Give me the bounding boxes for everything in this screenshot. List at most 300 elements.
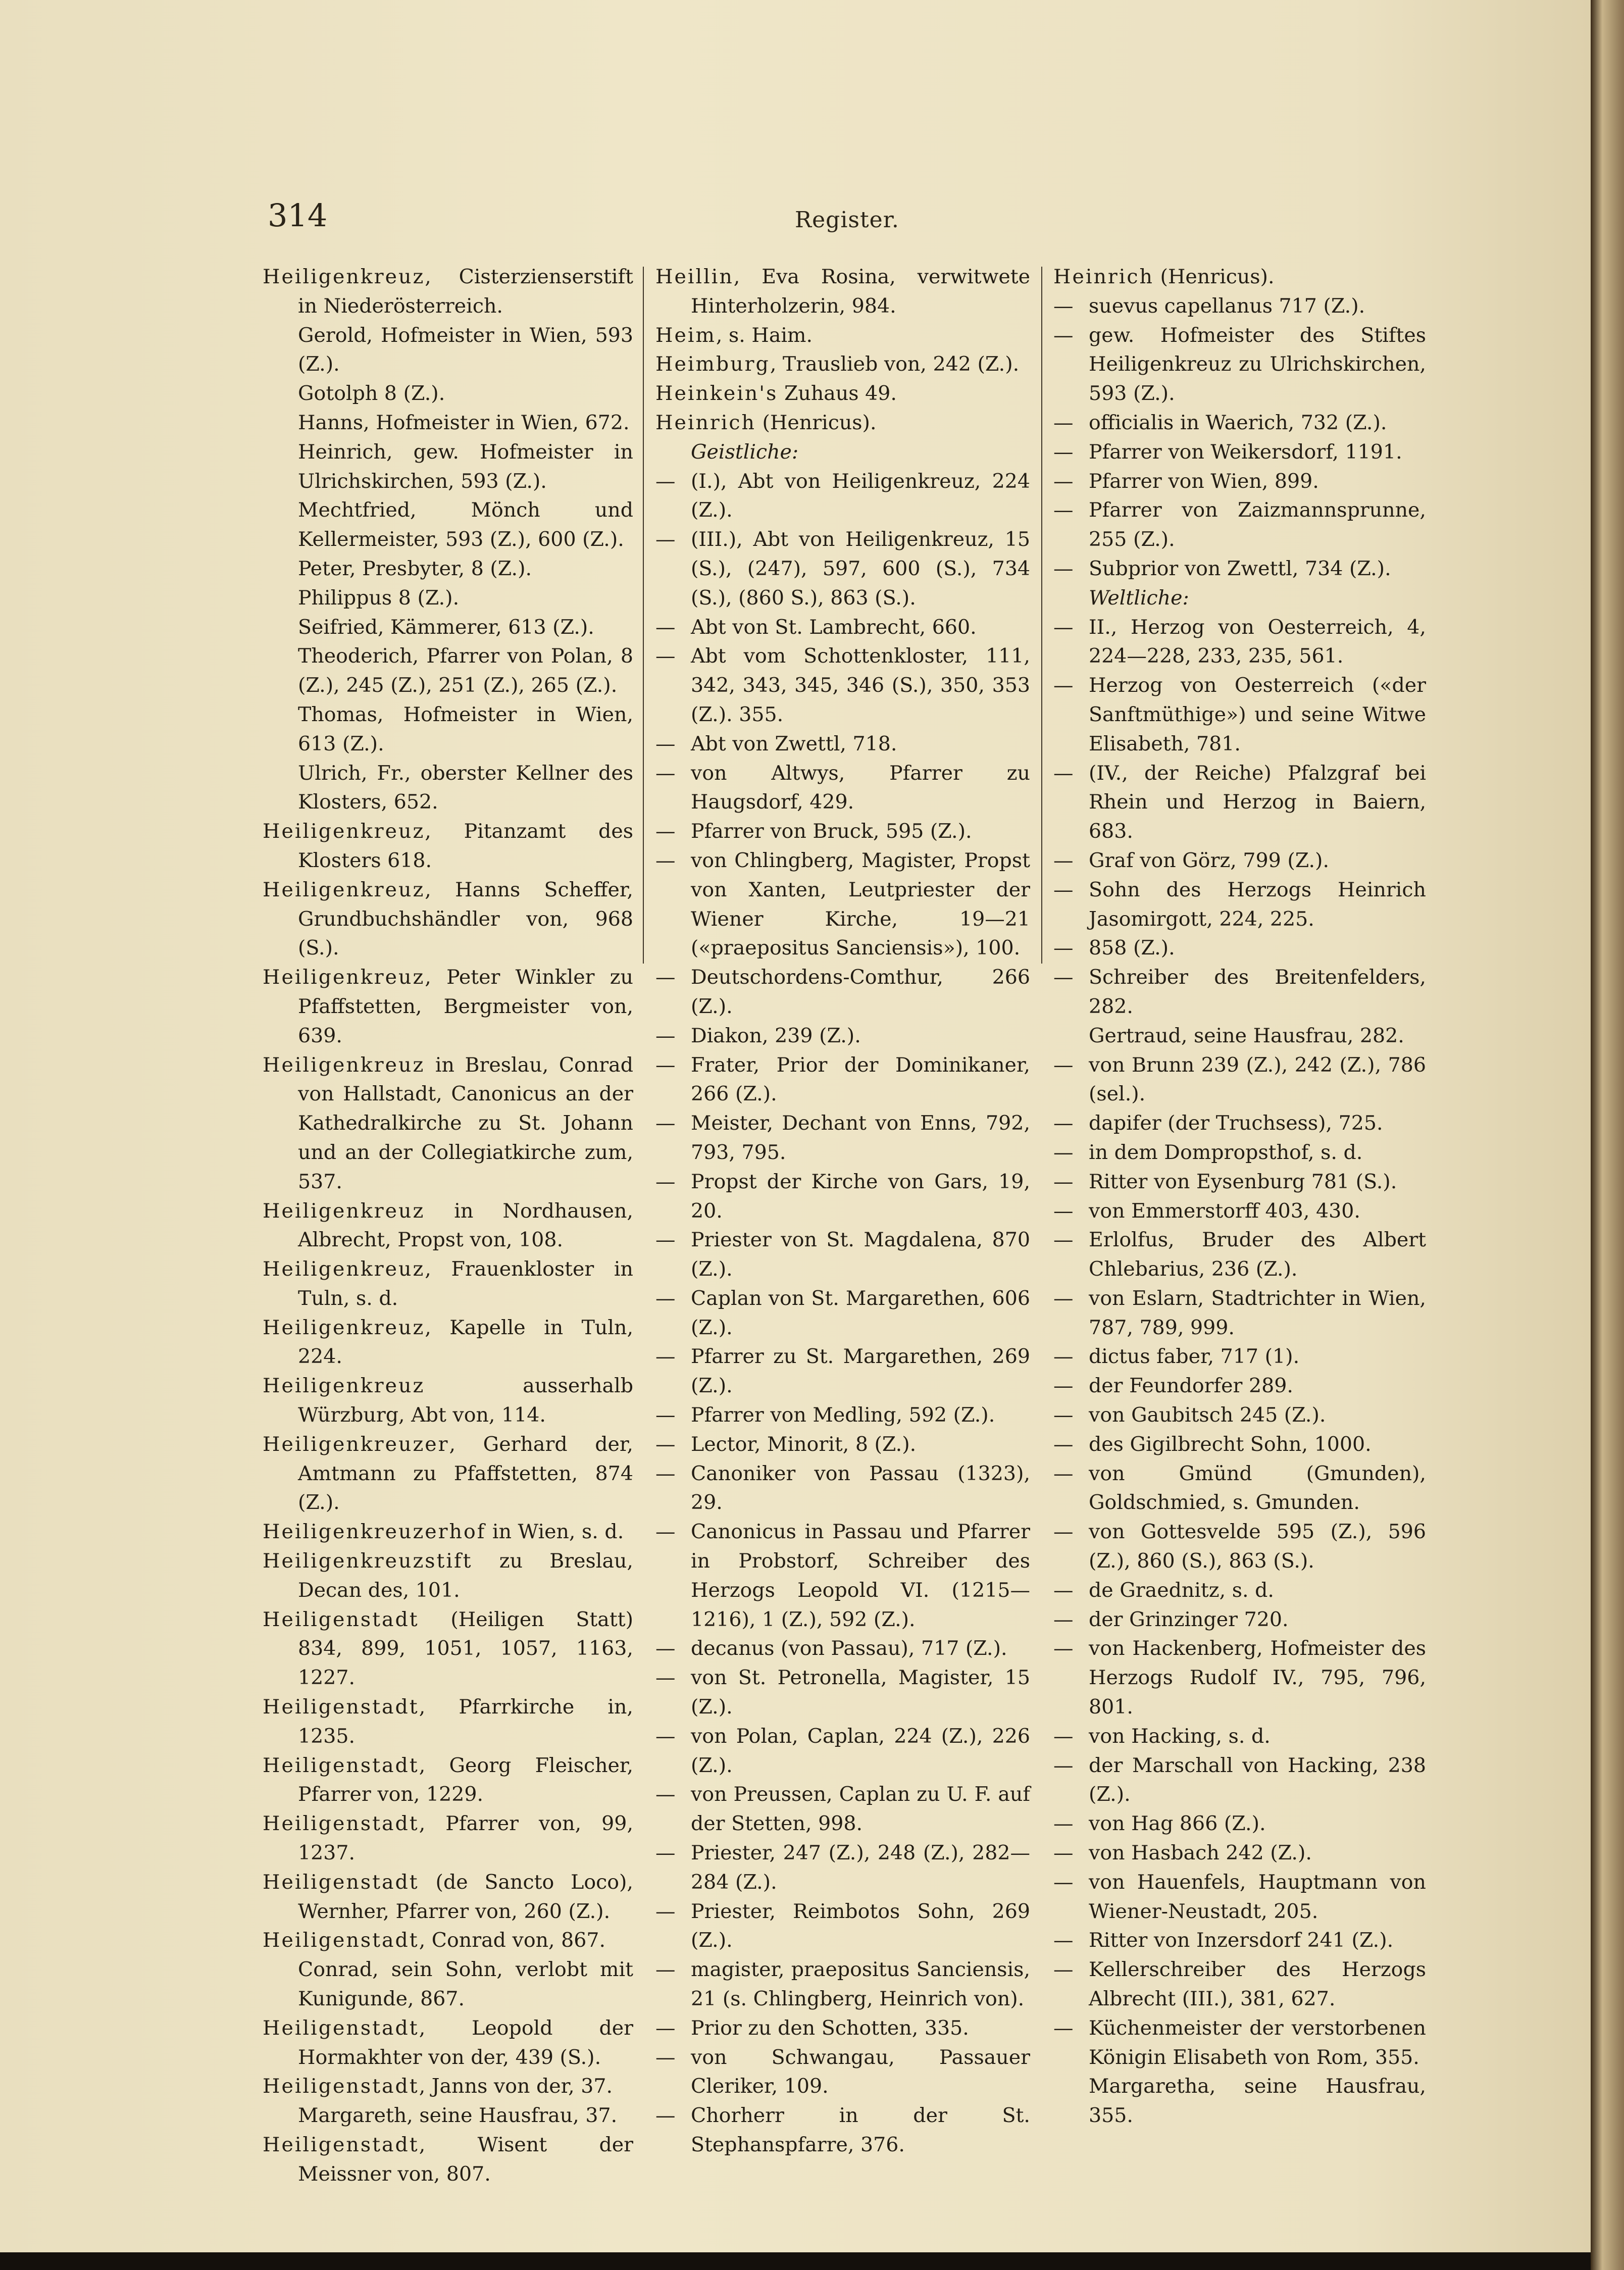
entry-text: (I.), Abt von Heiligenkreuz, 224 (Z.). [691,469,1030,522]
entry-text: der Grinzinger 720. [1089,1607,1289,1631]
entry-dash: — [1053,1607,1074,1631]
entry-text: Priester, 247 (Z.), 248 (Z.), 282—284 (Z.). [691,1841,1030,1894]
register-entry [263,2131,633,2189]
register-entry [655,1401,1030,1430]
register-entry [655,1022,1030,1051]
register-entry [655,1897,1030,1956]
entry-text: zu Breslau, Decan des, 101. [298,1549,633,1602]
entry-dash: — [1053,674,1074,697]
entry-dash: — [655,1286,676,1310]
register-entry [655,2014,1030,2043]
entry-dash: — [1053,848,1074,872]
entry-text: von Polan, Caplan, 224 (Z.), 226 (Z.). [691,1724,1030,1777]
entry-dash: — [1053,1228,1074,1252]
register-entry [1053,963,1426,1022]
entry-dash: — [1053,1053,1074,1077]
entry-text: Abt vom Schottenkloster, 111, 342, 343, 345, 346 (S.), 350, 353 (Z.). 355. [691,644,1030,726]
entry-headword: Heiligenstadt [263,1929,419,1952]
entry-headword: Heiligenstadt [263,1695,419,1719]
entry-text: von Brunn 239 (Z.), 242 (Z.), 786 (sel.). [1089,1053,1426,1106]
entry-dash: — [1053,878,1074,901]
register-entry [655,1430,1030,1459]
register-entry [655,1168,1030,1226]
entry-headword: Heillin [655,265,734,288]
entry-text: magister, praepositus Sanciensis, 21 (s. Chlingberg, Heinrich von). [691,1958,1030,2011]
register-entry [655,525,1030,613]
register-entry [1053,1401,1426,1430]
entry-text: Erlolfus, Bruder des Albert Chlebarius, 236 (Z.). [1089,1228,1426,1281]
entry-text: Küchenmeister der verstorbenen Königin Elisabeth von Rom, 355. [1089,2016,1426,2069]
entry-dash: — [1053,294,1074,318]
register-entry [655,1839,1030,1897]
register-entry [263,1809,633,1868]
entry-dash: — [1053,1170,1074,1193]
entry-text: Priester, Reimbotos Sohn, 269 (Z.). [691,1899,1030,1952]
register-entry [655,730,1030,759]
entry-text: , Conrad von, 867. [419,1929,606,1952]
entry-dash: — [1053,469,1074,493]
entry-dash: — [655,469,676,493]
register-subentry: Gotolph 8 (Z.). [298,382,445,406]
entry-text: in Wien, s. d. [486,1520,624,1544]
entry-dash: — [1053,1140,1074,1164]
entry-dash: — [1053,440,1074,464]
register-entry [655,817,1030,846]
entry-dash: — [1053,1461,1074,1485]
entry-text: Caplan von St. Margarethen, 606 (Z.). [691,1286,1030,1339]
register-entry [1053,409,1426,438]
register-entry [655,1518,1030,1634]
entry-dash: — [655,615,676,639]
entry-headword: Heinkein's [655,382,778,406]
entry-text: von Emmerstorff 403, 430. [1089,1199,1360,1223]
register-entry [1053,1576,1426,1605]
entry-dash: — [1053,1520,1074,1544]
entry-text: suevus capellanus 717 (Z.). [1089,294,1365,318]
register-entry [1053,554,1426,584]
entry-text: von Gmünd (Gmunden), Goldschmied, s. Gmunden. [1089,1461,1426,1515]
entry-text: dapifer (der Truchsess), 725. [1089,1112,1383,1135]
entry-text: , Eva Rosina, verwitwete Hinterholzerin, 984. [691,265,1030,318]
entry-dash: — [655,1461,676,1485]
entry-dash: — [655,1899,676,1923]
register-subentry: Conrad, sein Sohn, verlobt mit Kunigunde, 867. [298,1958,633,2011]
register-subentry: Thomas, Hofmeister in Wien, 613 (Z.). [298,702,633,755]
register-entry [1053,759,1426,846]
register-entry [1053,613,1426,672]
register-entry [1053,1051,1426,1109]
register-entry [1053,1839,1426,1868]
entry-dash: — [1053,557,1074,580]
entry-text: Diakon, 239 (Z.). [691,1024,861,1047]
entry-dash: — [655,1783,676,1806]
entry-dash: — [1053,1812,1074,1836]
register-entry [1053,467,1426,496]
register-entry [263,1372,633,1430]
entry-dash: — [1053,615,1074,639]
register-subentry: Ulrich, Fr., oberster Kellner des Klosters, 652. [298,761,633,814]
entry-text: Lector, Minorit, 8 (Z.). [691,1432,917,1456]
entry-dash: — [655,1024,676,1047]
entry-text: (IV., der Reiche) Pfalzgraf bei Rhein und Herzog in Baiern, 683. [1089,761,1426,843]
register-entry [655,846,1030,963]
entry-dash: — [1053,1432,1074,1456]
entry-text: decanus (von Passau), 717 (Z.). [691,1637,1007,1660]
entry-text: (Henricus). [755,411,877,434]
entry-dash: — [1053,761,1074,785]
entry-text: der Marschall von Hacking, 238 (Z.). [1089,1753,1426,1806]
register-entry [1053,496,1426,554]
entry-headword: Heimburg [655,352,770,376]
entry-dash: — [655,2045,676,2069]
register-entry [655,2043,1030,2102]
register-entry [1053,1197,1426,1226]
register-entry [263,1197,633,1255]
entry-headword: Heiligenkreuz [263,1257,425,1281]
entry-dash: — [1053,1724,1074,1748]
register-entry [1053,263,1426,292]
register-entry [263,1051,633,1197]
entry-headword: Heiligenkreuz [263,1199,425,1223]
register-entry [263,1926,633,1955]
entry-dash: — [1053,1286,1074,1310]
register-entry [1053,1955,1426,2014]
register-entry [263,1255,633,1314]
entry-text: Priester von St. Magdalena, 870 (Z.). [691,1228,1030,1281]
entry-text: Pfarrer von Zaizmannsprunne, 255 (Z.). [1089,498,1426,551]
register-entry [655,350,1030,379]
entry-dash: — [655,1228,676,1252]
register-entry [1053,2014,1426,2073]
entry-dash: — [1053,966,1074,989]
scan-border [0,2252,1591,2270]
entry-text: , Kapelle in Tuln, 224. [298,1316,633,1369]
entry-headword: Heim [655,323,716,347]
entry-text: von Altwys, Pfarrer zu Haugsdorf, 429. [691,761,1030,814]
entry-headword: Heiligenstadt [263,2133,419,2156]
entry-headword: Heiligenstadt [263,1753,419,1777]
register-entry [655,1459,1030,1518]
entry-dash: — [655,2104,676,2128]
entry-text: , Leopold der Hormakhter von der, 439 (S.). [298,2016,633,2069]
register-entry [655,1051,1030,1109]
entry-text: Abt von St. Lambrecht, 660. [691,615,977,639]
entry-dash: — [1053,1958,1074,1982]
register-entry [1053,1138,1426,1168]
entry-text: (III.), Abt von Heiligenkreuz, 15 (S.), (247), 597, 600 (S.), 734 (S.), (860 S.), 863 (S.). [691,528,1030,610]
entry-headword: Heiligenkreuzer [263,1432,449,1456]
entry-text: Subprior von Zwettl, 734 (Z.). [1089,557,1391,580]
entry-text: de Graednitz, s. d. [1089,1578,1274,1602]
entry-text: Deutschordens-Comthur, 266 (Z.). [691,966,1030,1018]
entry-headword: Heiligenkreuzstift [263,1549,473,1573]
register-entry [655,1342,1030,1401]
register-entry [1053,1868,1426,1927]
register-subentry: Theoderich, Pfarrer von Polan, 8 (Z.), 245 (Z.), 251 (Z.), 265 (Z.). [298,644,633,697]
entry-dash: — [655,1053,676,1077]
entry-dash: — [1053,1841,1074,1865]
register-entry [1053,876,1426,934]
register-entry [263,1430,633,1518]
register-column-1 [263,263,633,2189]
entry-text: Chorherr in der St. Stephanspfarre, 376. [691,2104,1030,2156]
register-entry [655,759,1030,818]
register-entry [655,963,1030,1022]
entry-dash: — [655,1170,676,1193]
register-subentry: Margaretha, seine Hausfrau, 355. [1089,2075,1426,2128]
entry-text: der Feundorfer 289. [1089,1374,1293,1398]
entry-text: , Pfarrkirche in, 1235. [298,1695,633,1748]
column-rule [643,267,644,964]
register-subentry: Gertraud, seine Hausfrau, 282. [1089,1024,1404,1047]
entry-dash: — [1053,498,1074,522]
entry-dash: — [655,761,676,785]
entry-text: von Schwangau, Passauer Cleriker, 109. [691,2045,1030,2098]
register-entry [263,963,633,1050]
entry-dash: — [655,1403,676,1427]
entry-text: Ritter von Inzersdorf 241 (Z.). [1089,1929,1394,1952]
entry-text: , Hanns Scheffer, Grundbuchshändler von, 968 (S.). [298,878,633,960]
entry-text: Meister, Dechant von Enns, 792, 793, 795. [691,1112,1030,1164]
entry-dash: — [655,1637,676,1660]
entry-text: von St. Petronella, Magister, 15 (Z.). [691,1666,1030,1719]
entry-text: Frater, Prior der Dominikaner, 266 (Z.). [691,1053,1030,1106]
register-entry [655,409,1030,438]
entry-text: (de Sancto Loco), Wernher, Pfarrer von, 260 (Z.). [298,1870,633,1923]
entry-dash: — [655,1432,676,1456]
entry-text: in Nordhausen, Albrecht, Propst von, 108. [298,1199,633,1252]
entry-dash: — [655,848,676,872]
entry-text: Abt von Zwettl, 718. [691,732,897,755]
entry-text: von Chlingberg, Magister, Propst von Xanten, Leutpriester der Wiener Kirche, 19—21 («praepositus Sanciensis»), 100. [691,848,1030,960]
entry-dash: — [1053,2016,1074,2040]
entry-text: Pfarrer von Weikersdorf, 1191. [1089,440,1402,464]
running-head: Register. [795,207,899,233]
entry-dash: — [1053,1199,1074,1223]
entry-text: , Georg Fleischer, Pfarrer von, 1229. [298,1753,633,1806]
register-subentry: Mechtfried, Mönch und Kellermeister, 593 (Z.), 600 (Z.). [298,498,633,551]
register-entry [1053,1284,1426,1343]
register-entry [1053,1459,1426,1518]
entry-text: in dem Dompropsthof, s. d. [1089,1140,1363,1164]
register-entry [1053,1518,1426,1576]
register-entry [1053,1751,1426,1810]
entry-text: Canonicus in Passau und Pfarrer in Probstorf, Schreiber des Herzogs Leopold VI. (1215—1216), 1 (Z.), 592 (Z.). [691,1520,1030,1631]
entry-dash: — [1053,1374,1074,1398]
entry-text: Herzog von Oesterreich («der Sanftmüthige») und seine Witwe Elisabeth, 781. [1089,674,1426,755]
register-entry [1053,1605,1426,1635]
entry-headword: Heiligenkreuz [263,878,425,901]
register-entry [1053,1168,1426,1197]
register-entry [655,1722,1030,1781]
entry-dash: — [1053,1753,1074,1777]
entry-headword: Heiligenstadt [263,1812,419,1836]
register-entry [655,1284,1030,1343]
entry-text: 858 (Z.). [1089,936,1175,960]
section-subheading: Weltliche: [1089,586,1189,610]
register-entry [263,2014,633,2073]
register-entry [1053,1109,1426,1138]
entry-text: , Pfarrer von, 99, 1237. [298,1812,633,1865]
register-subentry: Gerold, Hofmeister in Wien, 593 (Z.). [298,323,633,376]
entry-headword: Heinrich [655,411,756,434]
entry-headword: Heiligenkreuz [263,1316,425,1339]
register-entry [655,1663,1030,1722]
entry-text: , Peter Winkler zu Pfaffstetten, Bergmeister von, 639. [298,966,633,1047]
entry-text: Sohn des Herzogs Heinrich Jasomirgott, 224, 225. [1089,878,1426,931]
entry-dash: — [1053,1112,1074,1135]
entry-text: , Gerhard der, Amtmann zu Pfaffstetten, 874 (Z.). [298,1432,633,1515]
register-entry [655,1109,1030,1168]
register-subentry: Peter, Presbyter, 8 (Z.). [298,557,532,580]
register-entry [655,2101,1030,2160]
entry-dash: — [655,732,676,755]
entry-text: von Eslarn, Stadtrichter in Wien, 787, 789, 999. [1089,1286,1426,1339]
entry-dash: — [655,528,676,551]
register-entry [1053,846,1426,876]
entry-text: , Pitanzamt des Klosters 618. [298,820,633,872]
register-entry [263,817,633,876]
register-entry [263,2072,633,2101]
register-entry [655,467,1030,526]
entry-headword: Heiligenstadt [263,1607,419,1631]
register-entry [263,263,633,321]
register-subentry: Margareth, seine Hausfrau, 37. [298,2104,618,2128]
register-subentry: Hanns, Hofmeister in Wien, 672. [298,411,630,434]
entry-text: officialis in Waerich, 732 (Z.). [1089,411,1387,434]
entry-text: Kellerschreiber des Herzogs Albrecht (III.), 381, 627. [1089,1958,1426,2011]
register-entry [1053,1226,1426,1284]
entry-dash: — [655,1112,676,1135]
register-entry [655,321,1030,350]
entry-text: Pfarrer zu St. Margarethen, 269 (Z.). [691,1345,1030,1398]
register-entry [655,1226,1030,1284]
register-entry [655,379,1030,409]
entry-headword: Heiligenkreuz [263,966,425,989]
entry-text: von Gaubitsch 245 (Z.). [1089,1403,1326,1427]
register-entry [1053,1342,1426,1372]
entry-text: Propst der Kirche von Gars, 19, 20. [691,1170,1030,1223]
entry-text: , Wisent der Meissner von, 807. [298,2133,633,2186]
entry-dash: — [655,1345,676,1369]
register-column-3 [1053,263,1426,2131]
page-edge [1591,0,1624,2270]
entry-text: von Hackenberg, Hofmeister des Herzogs Rudolf IV., 795, 796, 801. [1089,1637,1426,1719]
entry-dash: — [655,2016,676,2040]
register-column-2 [655,263,1030,2160]
entry-dash: — [1053,1578,1074,1602]
register-subentry: Philippus 8 (Z.). [298,586,460,610]
entry-text: (Heiligen Statt) 834, 899, 1051, 1057, 1163, 1227. [298,1607,633,1690]
register-entry [1053,1430,1426,1459]
entry-dash: — [1053,1870,1074,1894]
entry-dash: — [655,1724,676,1748]
register-entry [263,876,633,963]
entry-headword: Heiligenstadt [263,2075,419,2098]
section-subheading: Geistliche: [691,440,799,464]
entry-headword: Heiligenkreuz [263,1374,425,1398]
register-entry [655,642,1030,729]
entry-text: von Hag 866 (Z.). [1089,1812,1266,1836]
register-subentry: Seifried, Kämmerer, 613 (Z.). [298,615,594,639]
entry-dash: — [1053,1403,1074,1427]
entry-text: Zuhaus 49. [778,382,897,406]
entry-text: von Hacking, s. d. [1089,1724,1271,1748]
register-entry [655,613,1030,642]
entry-text: Ritter von Eysenburg 781 (S.). [1089,1170,1397,1193]
entry-dash: — [1053,323,1074,347]
entry-text: Pfarrer von Wien, 899. [1089,469,1319,493]
entry-text: (Henricus). [1153,265,1275,288]
entry-headword: Heiligenkreuz [263,820,425,843]
entry-text: , Janns von der, 37. [419,2075,613,2098]
entry-dash: — [655,1841,676,1865]
entry-text: ausserhalb Würzburg, Abt von, 114. [298,1374,633,1427]
entry-headword: Heiligenkreuz [263,265,425,288]
register-entry [1053,292,1426,321]
entry-dash: — [655,644,676,668]
register-entry [1053,1809,1426,1839]
register-entry [263,1547,633,1605]
entry-text: des Gigilbrecht Sohn, 1000. [1089,1432,1372,1456]
entry-dash: — [1053,1345,1074,1369]
entry-text: Prior zu den Schotten, 335. [691,2016,969,2040]
entry-headword: Heiligenkreuz [263,1053,425,1077]
entry-dash: — [655,966,676,989]
entry-text: Canoniker von Passau (1323), 29. [691,1461,1030,1515]
entry-text: , s. Haim. [716,323,813,347]
register-entry [1053,1722,1426,1751]
entry-text: II., Herzog von Oesterreich, 4, 224—228, 233, 235, 561. [1089,615,1426,668]
entry-text: in Breslau, Conrad von Hallstadt, Canonicus an der Kathedralkirche zu St. Johann und an der Collegiatkirche zum, 537. [298,1053,633,1193]
register-entry [263,1693,633,1751]
register-entry [1053,321,1426,409]
register-entry [263,1751,633,1810]
entry-text: , Cisterzienserstift in Niederösterreich. [298,265,633,318]
register-entry [263,1605,633,1693]
register-entry [655,1780,1030,1839]
entry-dash: — [655,1958,676,1982]
register-entry [1053,934,1426,963]
entry-dash: — [1053,936,1074,960]
register-entry [1053,1926,1426,1955]
entry-headword: Heinrich [1053,265,1154,288]
entry-text: Graf von Görz, 799 (Z.). [1089,848,1330,872]
column-rule [1041,267,1042,964]
entry-text: von Preussen, Caplan zu U. F. auf der Stetten, 998. [691,1783,1030,1836]
entry-text: , Trauslieb von, 242 (Z.). [770,352,1020,376]
entry-text: Pfarrer von Bruck, 595 (Z.). [691,820,972,843]
entry-headword: Heiligenkreuzerhof [263,1520,486,1544]
register-entry [1053,438,1426,467]
register-entry [655,1955,1030,2014]
entry-text: , Frauenkloster in Tuln, s. d. [298,1257,633,1310]
register-entry [263,1314,633,1372]
entry-text: von Hauenfels, Hauptmann von Wiener-Neustadt, 205. [1089,1870,1426,1923]
register-entry [655,263,1030,321]
entry-dash: — [655,820,676,843]
entry-headword: Heiligenstadt [263,1870,419,1894]
entry-text: gew. Hofmeister des Stiftes Heiligenkreuz zu Ulrichskirchen, 593 (Z.). [1089,323,1426,406]
entry-text: Pfarrer von Medling, 592 (Z.). [691,1403,995,1427]
register-subentry: Heinrich, gew. Hofmeister in Ulrichskirchen, 593 (Z.). [298,440,633,493]
entry-dash: — [1053,411,1074,434]
entry-text: dictus faber, 717 (1). [1089,1345,1300,1369]
register-entry [263,1868,633,1927]
register-entry [1053,1372,1426,1401]
entry-headword: Heiligenstadt [263,2016,419,2040]
page-number: 314 [268,197,328,234]
